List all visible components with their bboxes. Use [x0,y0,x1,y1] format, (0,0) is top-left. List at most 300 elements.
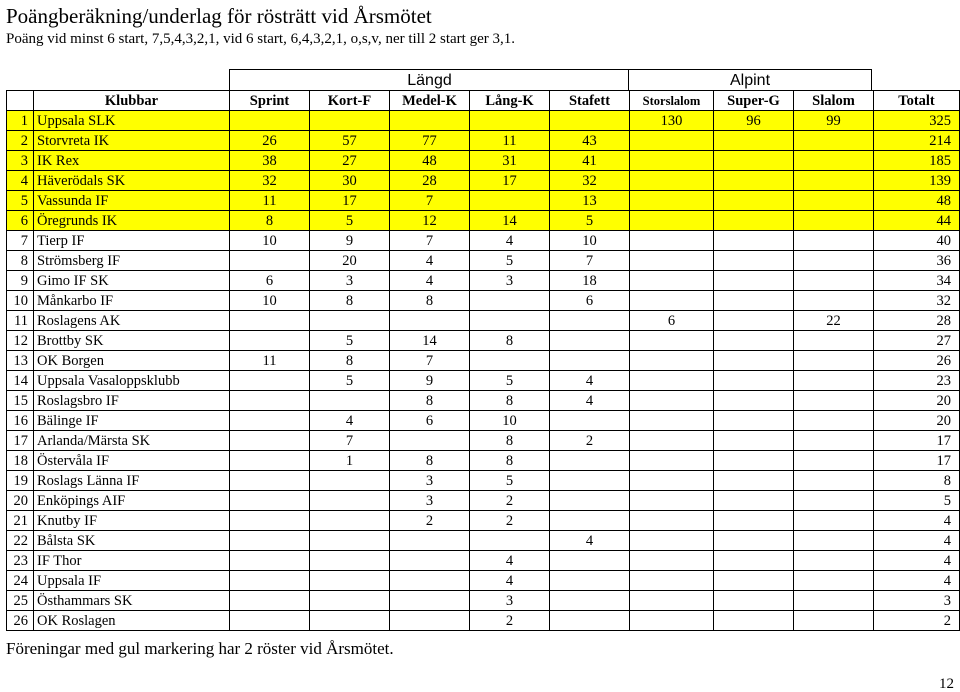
lang-k-cell: 8 [470,431,550,451]
header-cell-langk: Lång-K [470,91,550,111]
kort-f-cell [310,531,390,551]
club-name-cell: Roslagens AK [34,311,230,331]
storslalom-cell [630,211,714,231]
total-cell: 4 [874,571,960,591]
lang-k-cell: 8 [470,451,550,471]
row-number-cell: 2 [7,131,34,151]
super-g-cell [714,231,794,251]
lang-k-cell [470,111,550,131]
storslalom-cell [630,591,714,611]
header-cell-nr [7,91,34,111]
row-number-cell: 8 [7,251,34,271]
table-row [7,591,960,611]
group-header-alpint: Alpint [628,69,872,91]
medel-k-cell: 14 [390,331,470,351]
slalom-cell [794,371,874,391]
results-table [6,90,960,631]
sprint-cell: 6 [230,271,310,291]
storslalom-cell [630,451,714,471]
total-cell: 36 [874,251,960,271]
slalom-cell [794,471,874,491]
total-cell: 48 [874,191,960,211]
stafett-cell [550,611,630,631]
table-row [7,431,960,451]
storslalom-cell [630,391,714,411]
lang-k-cell: 5 [470,371,550,391]
row-number-cell: 23 [7,551,34,571]
medel-k-cell: 7 [390,351,470,371]
row-number-cell: 7 [7,231,34,251]
lang-k-cell: 4 [470,551,550,571]
lang-k-cell: 10 [470,411,550,431]
club-name-cell: Enköpings AIF [34,491,230,511]
slalom-cell [794,351,874,371]
stafett-cell [550,511,630,531]
super-g-cell [714,451,794,471]
total-cell: 44 [874,211,960,231]
results-body [7,111,960,631]
sprint-cell [230,411,310,431]
storslalom-cell [630,531,714,551]
storslalom-cell [630,551,714,571]
kort-f-cell: 5 [310,331,390,351]
total-cell: 8 [874,471,960,491]
stafett-cell [550,571,630,591]
table-row [7,471,960,491]
slalom-cell [794,211,874,231]
table-row [7,391,960,411]
sprint-cell [230,591,310,611]
medel-k-cell: 8 [390,291,470,311]
lang-k-cell [470,311,550,331]
header-row [7,91,960,111]
slalom-cell [794,331,874,351]
stafett-cell [550,471,630,491]
medel-k-cell: 7 [390,191,470,211]
club-name-cell: Månkarbo IF [34,291,230,311]
sprint-cell [230,371,310,391]
total-cell: 2 [874,611,960,631]
lang-k-cell: 8 [470,391,550,411]
row-number-cell: 5 [7,191,34,211]
header-cell-kortf: Kort-F [310,91,390,111]
medel-k-cell: 77 [390,131,470,151]
super-g-cell [714,351,794,371]
storslalom-cell [630,251,714,271]
total-cell: 27 [874,331,960,351]
sprint-cell [230,571,310,591]
sprint-cell [230,391,310,411]
row-number-cell: 4 [7,171,34,191]
page-number: 12 [939,676,954,692]
sprint-cell [230,551,310,571]
medel-k-cell [390,431,470,451]
super-g-cell [714,131,794,151]
kort-f-cell: 8 [310,351,390,371]
storslalom-cell [630,171,714,191]
slalom-cell [794,451,874,471]
medel-k-cell: 8 [390,451,470,471]
super-g-cell [714,331,794,351]
header-cell-sprint: Sprint [230,91,310,111]
super-g-cell [714,491,794,511]
stafett-cell: 2 [550,431,630,451]
table-row [7,111,960,131]
kort-f-cell [310,491,390,511]
club-name-cell: Uppsala Vasaloppsklubb [34,371,230,391]
club-name-cell: Vassunda IF [34,191,230,211]
table-row [7,511,960,531]
storslalom-cell [630,291,714,311]
stafett-cell: 10 [550,231,630,251]
storslalom-cell [630,491,714,511]
table-row [7,271,960,291]
sprint-cell: 10 [230,291,310,311]
medel-k-cell [390,111,470,131]
lang-k-cell: 2 [470,511,550,531]
club-name-cell: Gimo IF SK [34,271,230,291]
medel-k-cell [390,571,470,591]
table-row [7,331,960,351]
medel-k-cell [390,591,470,611]
medel-k-cell: 3 [390,471,470,491]
total-cell: 26 [874,351,960,371]
lang-k-cell: 2 [470,491,550,511]
super-g-cell [714,151,794,171]
kort-f-cell: 5 [310,211,390,231]
sprint-cell: 11 [230,191,310,211]
medel-k-cell: 12 [390,211,470,231]
total-cell: 5 [874,491,960,511]
lang-k-cell: 4 [470,571,550,591]
medel-k-cell: 4 [390,251,470,271]
table-row [7,171,960,191]
lang-k-cell: 3 [470,591,550,611]
club-name-cell: Uppsala SLK [34,111,230,131]
kort-f-cell [310,111,390,131]
table-row [7,411,960,431]
storslalom-cell [630,271,714,291]
club-name-cell: Strömsberg IF [34,251,230,271]
total-cell: 139 [874,171,960,191]
storslalom-cell: 6 [630,311,714,331]
row-number-cell: 25 [7,591,34,611]
slalom-cell [794,151,874,171]
header-cell-superg: Super-G [714,91,794,111]
row-number-cell: 1 [7,111,34,131]
slalom-cell [794,251,874,271]
slalom-cell [794,291,874,311]
table-row [7,451,960,471]
table-row [7,231,960,251]
kort-f-cell [310,511,390,531]
slalom-cell [794,271,874,291]
total-cell: 4 [874,511,960,531]
total-cell: 17 [874,431,960,451]
table-row [7,191,960,211]
super-g-cell [714,431,794,451]
table-row [7,211,960,231]
row-number-cell: 22 [7,531,34,551]
stafett-cell: 41 [550,151,630,171]
storslalom-cell [630,331,714,351]
sprint-cell [230,491,310,511]
super-g-cell: 96 [714,111,794,131]
table-row [7,131,960,151]
club-name-cell: Bälinge IF [34,411,230,431]
kort-f-cell: 5 [310,371,390,391]
lang-k-cell: 17 [470,171,550,191]
slalom-cell: 22 [794,311,874,331]
club-name-cell: OK Borgen [34,351,230,371]
storslalom-cell [630,231,714,251]
stafett-cell [550,491,630,511]
storslalom-cell [630,511,714,531]
row-number-cell: 3 [7,151,34,171]
club-name-cell: Häverödals SK [34,171,230,191]
lang-k-cell [470,531,550,551]
stafett-cell [550,111,630,131]
total-cell: 4 [874,531,960,551]
medel-k-cell [390,551,470,571]
stafett-cell [550,311,630,331]
super-g-cell [714,311,794,331]
super-g-cell [714,191,794,211]
kort-f-cell: 1 [310,451,390,471]
kort-f-cell [310,311,390,331]
super-g-cell [714,551,794,571]
total-cell: 17 [874,451,960,471]
stafett-cell: 4 [550,391,630,411]
slalom-cell [794,591,874,611]
sprint-cell: 11 [230,351,310,371]
total-cell: 4 [874,551,960,571]
medel-k-cell [390,531,470,551]
kort-f-cell [310,471,390,491]
medel-k-cell: 3 [390,491,470,511]
total-cell: 325 [874,111,960,131]
page-title: Poängberäkning/underlag för rösträtt vid Årsmötet [6,4,432,28]
kort-f-cell [310,391,390,411]
table-row [7,251,960,271]
kort-f-cell: 27 [310,151,390,171]
table-row [7,151,960,171]
storslalom-cell [630,131,714,151]
sprint-cell: 8 [230,211,310,231]
kort-f-cell: 17 [310,191,390,211]
medel-k-cell [390,611,470,631]
row-number-cell: 26 [7,611,34,631]
slalom-cell [794,531,874,551]
lang-k-cell: 31 [470,151,550,171]
lang-k-cell [470,351,550,371]
kort-f-cell: 9 [310,231,390,251]
medel-k-cell: 8 [390,391,470,411]
table-row [7,611,960,631]
total-cell: 185 [874,151,960,171]
super-g-cell [714,511,794,531]
slalom-cell [794,611,874,631]
table-row [7,551,960,571]
kort-f-cell [310,551,390,571]
total-cell: 34 [874,271,960,291]
footer-note: Föreningar med gul markering har 2 röster vid Årsmötet. [6,639,394,658]
header-cell-totalt: Totalt [874,91,960,111]
sprint-cell [230,111,310,131]
super-g-cell [714,371,794,391]
lang-k-cell: 8 [470,331,550,351]
row-number-cell: 17 [7,431,34,451]
stafett-cell: 32 [550,171,630,191]
row-number-cell: 10 [7,291,34,311]
stafett-cell: 4 [550,371,630,391]
kort-f-cell: 3 [310,271,390,291]
slalom-cell: 99 [794,111,874,131]
row-number-cell: 13 [7,351,34,371]
stafett-cell [550,551,630,571]
table-row [7,371,960,391]
medel-k-cell: 7 [390,231,470,251]
storslalom-cell [630,411,714,431]
sprint-cell [230,331,310,351]
storslalom-cell [630,431,714,451]
row-number-cell: 12 [7,331,34,351]
total-cell: 214 [874,131,960,151]
sprint-cell [230,511,310,531]
super-g-cell [714,271,794,291]
storslalom-cell [630,471,714,491]
club-name-cell: Bålsta SK [34,531,230,551]
table-row [7,311,960,331]
super-g-cell [714,571,794,591]
sprint-cell [230,531,310,551]
sprint-cell [230,451,310,471]
stafett-cell [550,451,630,471]
lang-k-cell: 5 [470,251,550,271]
sprint-cell [230,311,310,331]
storslalom-cell [630,611,714,631]
storslalom-cell: 130 [630,111,714,131]
medel-k-cell: 48 [390,151,470,171]
club-name-cell: Uppsala IF [34,571,230,591]
header-cell-storslalom: Storslalom [630,91,714,111]
sprint-cell [230,251,310,271]
slalom-cell [794,551,874,571]
stafett-cell [550,411,630,431]
row-number-cell: 21 [7,511,34,531]
sprint-cell: 38 [230,151,310,171]
slalom-cell [794,231,874,251]
kort-f-cell: 4 [310,411,390,431]
slalom-cell [794,491,874,511]
stafett-cell [550,351,630,371]
slalom-cell [794,511,874,531]
stafett-cell: 4 [550,531,630,551]
super-g-cell [714,411,794,431]
medel-k-cell: 28 [390,171,470,191]
total-cell: 40 [874,231,960,251]
kort-f-cell: 57 [310,131,390,151]
kort-f-cell: 20 [310,251,390,271]
stafett-cell: 43 [550,131,630,151]
club-name-cell: Brottby SK [34,331,230,351]
stafett-cell: 18 [550,271,630,291]
lang-k-cell [470,291,550,311]
header-cell-medelk: Medel-K [390,91,470,111]
storslalom-cell [630,191,714,211]
medel-k-cell: 6 [390,411,470,431]
page-subtitle: Poäng vid minst 6 start, 7,5,4,3,2,1, vid 6 start, 6,4,3,2,1, o,s,v, ner till 2 start ger 3,1. [6,31,515,47]
total-cell: 23 [874,371,960,391]
stafett-cell [550,591,630,611]
medel-k-cell: 2 [390,511,470,531]
club-name-cell: Storvreta IK [34,131,230,151]
table-row [7,571,960,591]
sprint-cell [230,431,310,451]
slalom-cell [794,411,874,431]
stafett-cell: 6 [550,291,630,311]
row-number-cell: 9 [7,271,34,291]
sprint-cell: 32 [230,171,310,191]
club-name-cell: Östervåla IF [34,451,230,471]
sprint-cell [230,471,310,491]
total-cell: 20 [874,391,960,411]
lang-k-cell: 3 [470,271,550,291]
row-number-cell: 14 [7,371,34,391]
header-cell-stafett: Stafett [550,91,630,111]
club-name-cell: IK Rex [34,151,230,171]
club-name-cell: OK Roslagen [34,611,230,631]
slalom-cell [794,391,874,411]
total-cell: 20 [874,411,960,431]
total-cell: 28 [874,311,960,331]
row-number-cell: 24 [7,571,34,591]
club-name-cell: Tierp IF [34,231,230,251]
lang-k-cell [470,191,550,211]
row-number-cell: 16 [7,411,34,431]
row-number-cell: 20 [7,491,34,511]
kort-f-cell [310,591,390,611]
super-g-cell [714,211,794,231]
row-number-cell: 11 [7,311,34,331]
sprint-cell: 10 [230,231,310,251]
medel-k-cell: 9 [390,371,470,391]
storslalom-cell [630,151,714,171]
slalom-cell [794,431,874,451]
club-name-cell: Roslagsbro IF [34,391,230,411]
lang-k-cell: 5 [470,471,550,491]
club-name-cell: IF Thor [34,551,230,571]
super-g-cell [714,291,794,311]
super-g-cell [714,471,794,491]
storslalom-cell [630,351,714,371]
header-cell-klubbar: Klubbar [34,91,230,111]
table-row [7,351,960,371]
club-name-cell: Östhammars SK [34,591,230,611]
super-g-cell [714,611,794,631]
table-row [7,291,960,311]
medel-k-cell: 4 [390,271,470,291]
medel-k-cell [390,311,470,331]
super-g-cell [714,391,794,411]
header-cell-slalom: Slalom [794,91,874,111]
slalom-cell [794,131,874,151]
super-g-cell [714,591,794,611]
stafett-cell: 7 [550,251,630,271]
row-number-cell: 15 [7,391,34,411]
club-name-cell: Roslags Länna IF [34,471,230,491]
lang-k-cell: 2 [470,611,550,631]
